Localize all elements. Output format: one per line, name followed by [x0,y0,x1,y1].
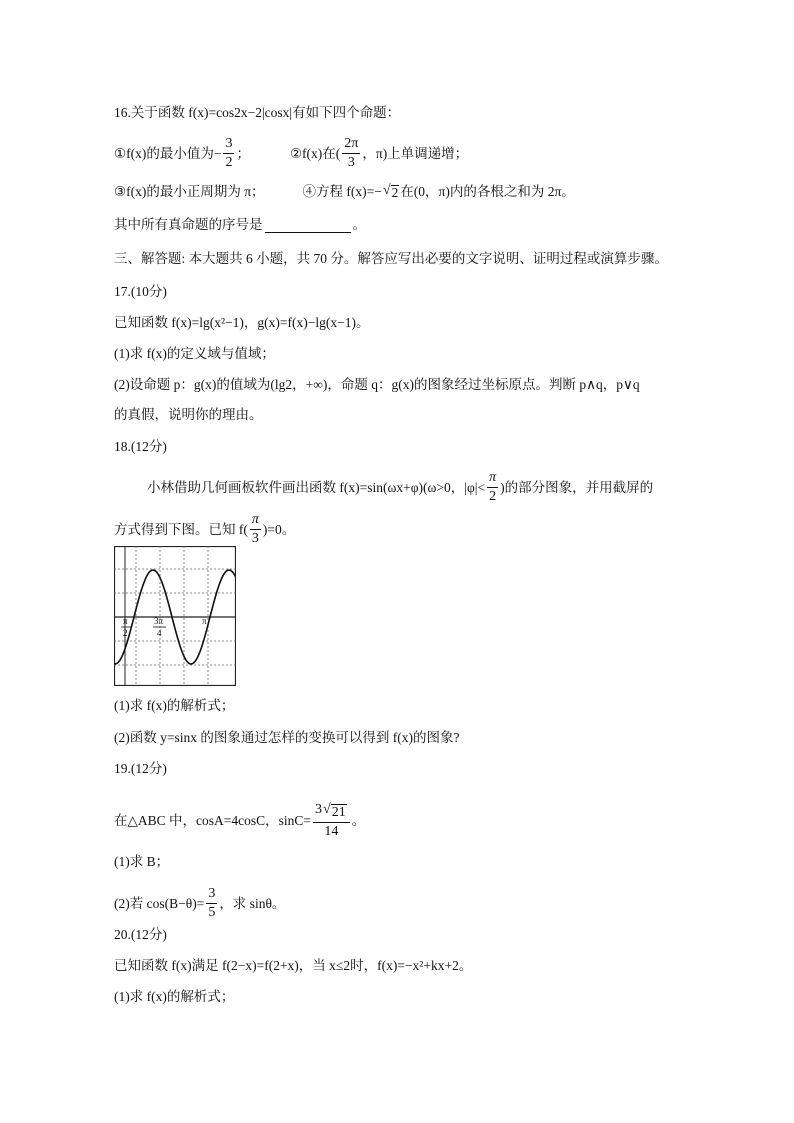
q16-props-row1 [114,137,734,170]
q16-p2-fraction [342,137,360,170]
q16-p4-sqrt: √ 2 [382,182,399,200]
q19-head-text: 19.(12分) [114,761,167,776]
q17-stem [114,313,734,333]
q19-radicand: 21 [331,805,346,820]
q17-part2a [114,375,734,395]
q16-p1-denominator: 2 [225,155,233,170]
q18-stem2 [114,513,734,546]
q18-stem-suffix: )的部分图象，并用截屏的 [500,479,654,495]
q18-head-text: 18.(12分) [114,439,167,454]
q20-head [114,925,734,945]
q18-part2-text: (2)函数 y=sinx 的图象通过怎样的变换可以得到 f(x)的图象? [114,730,460,745]
q18-stem2-suffix: )=0。 [262,521,296,537]
q16-p2-suffix: ，π)上单调递增； [362,145,469,161]
q17-stem-text: 已知函数 f(x)=lg(x²−1)，g(x)=f(x)−lg(x−1)。 [114,315,370,330]
q19-coef: 3 [315,802,322,817]
sine-graph-figure [114,546,236,686]
q16-p1-numerator: 3 [223,137,234,154]
q19-stem-numerator: 3 √ 21 [313,803,350,823]
q17-part2b [114,405,734,425]
q19-part2 [114,887,734,920]
q16-p2-text: ②f(x)在( [289,145,341,161]
label-left-denominator: 2 [123,628,128,638]
q16-p3-text: ③f(x)的最小正周期为 π； [114,184,265,199]
q18-part1 [114,696,734,716]
q19-part2-suffix: ，求 sinθ。 [219,895,286,911]
answer-blank [265,218,351,233]
q18-stem2-fraction [250,513,261,546]
section-3-heading [114,249,734,269]
q18-stem-text: 小林借助几何画板软件画出函数 f(x)=sin(ωx+φ)(ω>0，|φ|< [147,479,486,495]
q16-props-row2 [114,182,734,202]
label-left-numerator: π [123,616,128,626]
q16-stem-text: 16.关于函数 f(x)=cos2x−2|cosx|有如下四个命题： [114,105,401,120]
section-3-text: 三、解答题: 本大题共 6 小题，共 70 分。解答应写出必要的文字说明、证明过程或演算步骤。 [114,251,668,266]
q19-stem [114,803,734,839]
q16-ask-text: 其中所有真命题的序号是 [114,217,263,232]
q19-part2-denominator: 5 [208,905,216,920]
q19-stem-fraction [313,803,350,839]
q20-stem [114,956,734,976]
q18-part1-text: (1)求 f(x)的解析式； [114,698,235,713]
label-right: π [202,616,207,626]
q18-stem-denominator: 2 [489,489,497,504]
q19-part2-fraction [206,887,217,920]
q20-part1-text: (1)求 f(x)的解析式； [114,989,235,1004]
q19-stem-denominator: 14 [324,824,339,840]
q16-ask-suffix: 。 [352,217,366,232]
q16-stem [114,103,734,123]
q18-part2 [114,728,734,748]
q16-p2-denominator: 3 [347,155,355,170]
q16-p4-suffix: 在(0，π)内的各根之和为 2π。 [400,184,575,199]
q17-part2a-text: (2)设命题 p：g(x)的值域为(lg2，+∞)，命题 q：g(x)的图象经过坐标原点。判断 p∧q，p∨q [114,377,640,392]
q19-part1-text: (1)求 B； [114,854,170,869]
q19-part2-text: (2)若 cos(B−θ)= [114,895,205,911]
q18-stem-numerator: π [489,470,497,485]
q17-head-text: 17.(10分) [114,284,167,299]
q18-stem [147,471,734,504]
q16-p4-radicand: 2 [391,184,399,200]
q16-p1-text: ①f(x)的最小值为− [114,145,222,161]
q19-stem-text: 在△ABC 中，cosA=4cosC，sinC= [114,813,311,829]
q16-ask [114,215,734,235]
q18-stem2-numerator: π [251,512,259,527]
q16-p4-text: ④方程 f(x)=− [302,184,382,199]
q16-p1-suffix: ； [236,145,250,161]
q19-part2-numerator: 3 [206,887,217,904]
q17-part1-text: (1)求 f(x)的定义域与值域； [114,346,275,361]
q19-part1 [114,852,734,872]
q18-head [114,437,734,457]
q18-stem-fraction [487,471,498,504]
q20-part1 [114,987,734,1007]
q20-stem-text: 已知函数 f(x)满足 f(2−x)=f(2+x)，当 x≤2时，f(x)=−x²+kx+2。 [114,958,473,973]
q18-stem2-denominator: 3 [251,531,259,546]
q17-head [114,282,734,302]
q16-p2-numerator: 2π [342,137,360,154]
q18-stem2-text: 方式得到下图。已知 f( [114,521,248,537]
q19-stem-suffix: 。 [351,813,366,829]
q17-part1 [114,344,734,364]
q19-head [114,759,734,779]
label-mid-numerator: 3π [154,616,164,626]
q17-part2b-text: 的真假，说明你的理由。 [114,407,263,422]
q16-p1-fraction [223,137,234,170]
label-mid-denominator: 4 [157,628,162,638]
q20-head-text: 20.(12分) [114,927,167,942]
